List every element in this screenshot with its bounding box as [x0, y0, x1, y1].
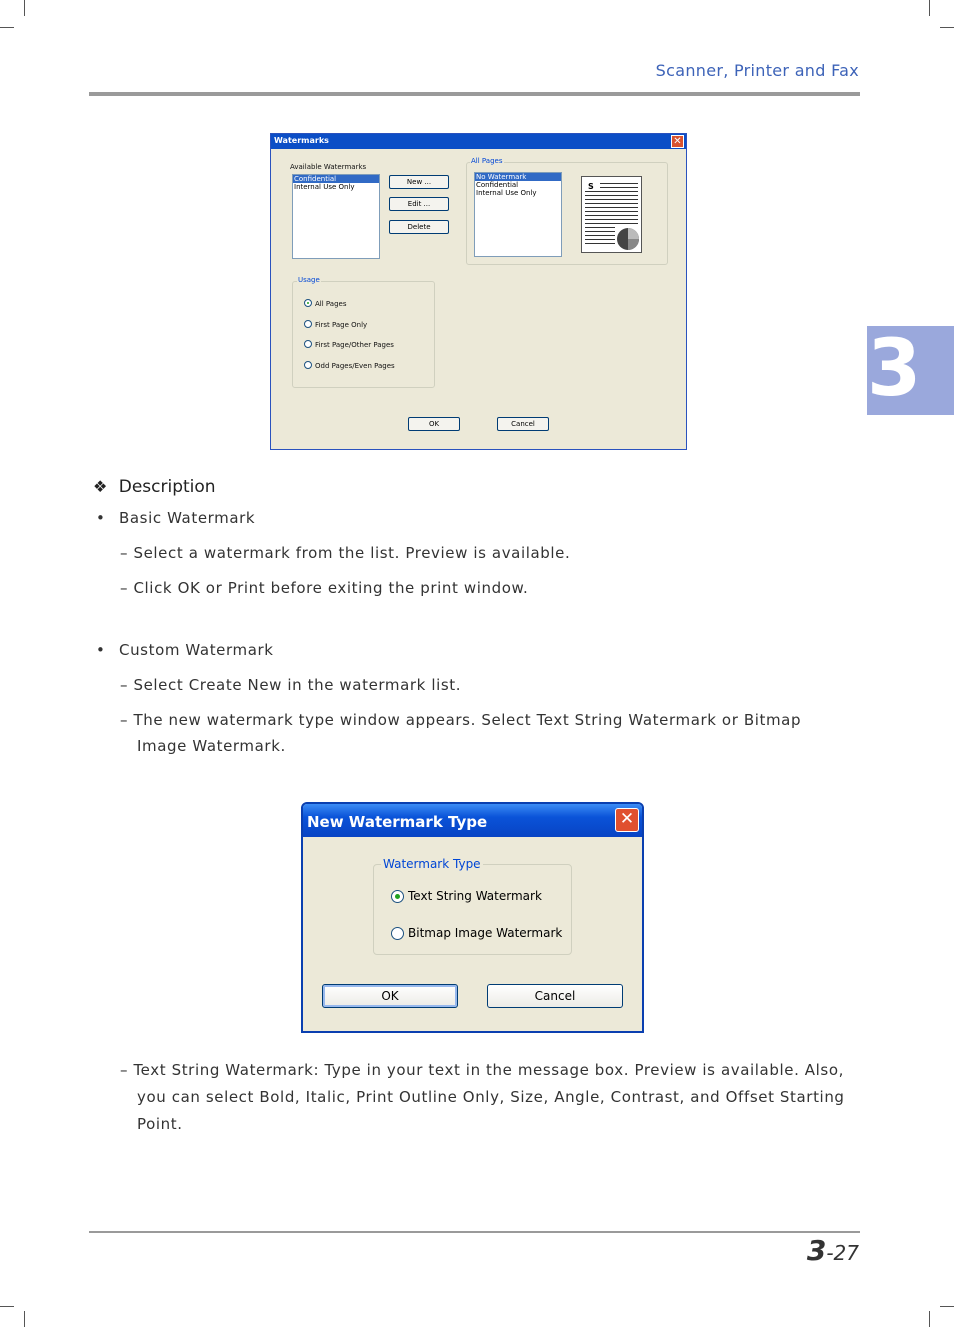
close-icon[interactable]: ✕ — [671, 135, 684, 148]
list-item[interactable]: Confidential — [293, 175, 379, 183]
new-watermark-dialog-titlebar — [303, 804, 642, 837]
bitmap-image-label: Bitmap Image Watermark — [408, 926, 563, 940]
crop-mark — [24, 1311, 25, 1327]
edit-button[interactable]: Edit ... — [389, 197, 449, 211]
bullet-custom-watermark: Custom Watermark — [119, 641, 274, 659]
cancel-button[interactable]: Cancel — [487, 984, 623, 1008]
watermarks-dialog-title: Watermarks — [274, 136, 329, 145]
bullet-dot-icon: • — [96, 509, 106, 527]
list-item[interactable]: Internal Use Only — [294, 183, 355, 191]
bitmap-image-radio[interactable] — [391, 927, 404, 940]
chapter-tab — [867, 326, 954, 415]
ok-button[interactable]: OK — [408, 417, 460, 431]
step-item: – Select Create New in the watermark list. — [120, 676, 462, 694]
text-string-label: Text String Watermark — [408, 889, 542, 903]
usage-group-label: Usage — [298, 276, 320, 284]
page-watermarks-list[interactable] — [474, 172, 562, 257]
usage-option-label: Odd Pages/Even Pages — [315, 362, 395, 370]
page-number: 3-27 — [806, 1234, 859, 1267]
pie-graphic-icon — [616, 227, 640, 251]
crop-mark — [929, 1311, 930, 1327]
chapter-number: 3 — [867, 324, 922, 414]
usage-option-label: First Page Only — [315, 321, 368, 329]
new-watermark-type-dialog — [301, 802, 644, 1033]
crop-mark — [940, 27, 954, 28]
usage-radio-first-page-only[interactable] — [304, 320, 312, 328]
step-item: – Select a watermark from the list. Preview is available. — [120, 544, 571, 562]
list-item[interactable]: Internal Use Only — [476, 189, 537, 197]
usage-option-label: All Pages — [315, 300, 347, 308]
step-item: – The new watermark type window appears. Select Text String Watermark or Bitmap Image Watermark. — [120, 711, 802, 755]
list-item[interactable]: Confidential — [476, 181, 519, 189]
list-item[interactable]: No Watermark — [475, 173, 561, 181]
watermarks-dialog-titlebar — [271, 134, 686, 149]
bullet-basic-watermark: Basic Watermark — [119, 509, 256, 527]
watermark-type-group — [373, 864, 572, 955]
usage-radio-all-pages[interactable] — [304, 299, 312, 307]
crop-mark — [24, 0, 25, 16]
crop-mark — [929, 0, 930, 16]
diamond-bullet-icon: ❖ — [93, 477, 108, 496]
usage-radio-odd-even-pages[interactable] — [304, 361, 312, 369]
crop-mark — [0, 27, 14, 28]
usage-radio-first-other-pages[interactable] — [304, 340, 312, 348]
usage-option-label: First Page/Other Pages — [315, 341, 394, 349]
crop-mark — [0, 1306, 14, 1307]
usage-group — [292, 281, 435, 388]
watermarks-dialog — [270, 133, 687, 450]
crop-mark — [940, 1306, 954, 1307]
footer-rule — [89, 1231, 860, 1233]
available-watermarks-label: Available Watermarks — [290, 163, 367, 171]
new-button[interactable]: New ... — [389, 175, 449, 189]
available-watermarks-list[interactable] — [292, 174, 380, 259]
step-item: – Text String Watermark: Type in your text in the message box. Preview is available. Also, you can select Bold, Italic, Print Outline Only, Size, Angle, Contrast, and Offset Starting Point. — [120, 1061, 845, 1133]
preview-letter: S — [588, 182, 594, 191]
text-string-radio[interactable] — [391, 890, 404, 903]
close-icon[interactable]: ✕ — [615, 808, 639, 832]
all-pages-group-label: All Pages — [471, 157, 503, 165]
step-item: – Click OK or Print before exiting the print window. — [120, 579, 529, 597]
cancel-button[interactable]: Cancel — [497, 417, 549, 431]
new-watermark-dialog-title: New Watermark Type — [307, 813, 488, 831]
description-heading — [93, 477, 216, 497]
bullet-dot-icon: • — [96, 641, 106, 659]
ok-button[interactable]: OK — [322, 984, 458, 1008]
watermark-type-label: Watermark Type — [383, 857, 481, 871]
description-title: Description — [118, 477, 216, 497]
header-title: Scanner, Printer and Fax — [655, 61, 859, 80]
header-rule — [89, 92, 860, 96]
watermark-preview — [581, 176, 642, 253]
delete-button[interactable]: Delete — [389, 220, 449, 234]
